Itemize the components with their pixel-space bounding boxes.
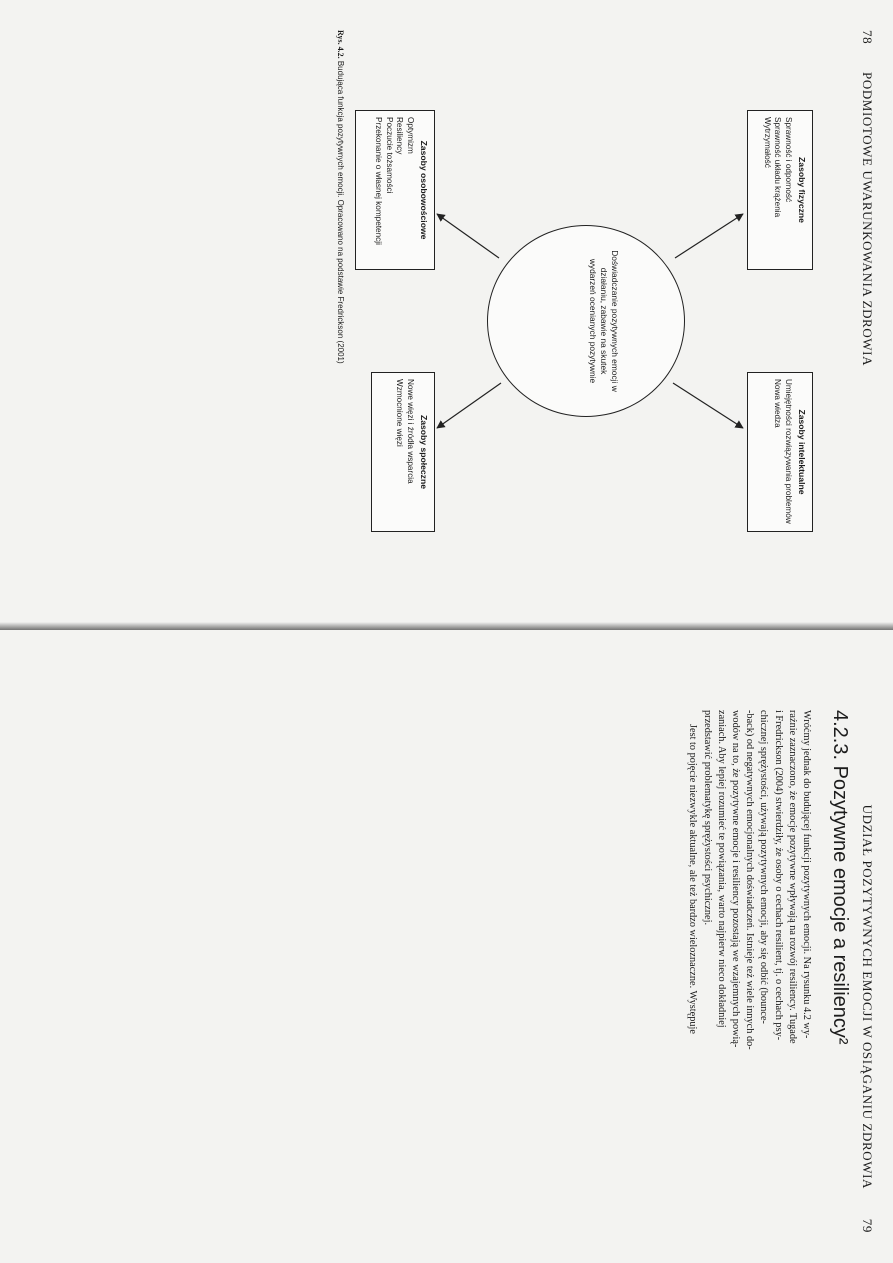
page-78 <box>0 0 893 630</box>
caption-text: Budująca funkcja pozytywnych emocji. Opracowano na podstawie Fredrickson (2001) <box>336 60 345 364</box>
box-item: Umiejętności rozwiązywania problemów <box>783 379 793 524</box>
box-item: Sprawność układu krążenia <box>773 117 783 218</box>
text-line: chicznej sprężystości, używają pozytywnych emocji, aby się odbić (bounce- <box>758 710 770 1024</box>
text-line: Wróćmy jednak do budującej funkcji pozytywnych emocji. Na rysunku 4.2 wy- <box>801 710 812 1039</box>
text-line: wodów na to, że pozytywne emocje i resiliency pozostają we wzajemnych powią- <box>729 710 741 1048</box>
box-item: Optymizm <box>405 117 415 154</box>
center-ellipse <box>487 225 685 417</box>
page-number: 78 <box>860 30 875 45</box>
box-item: Poczucie tożsamości <box>384 117 394 194</box>
arrow-social <box>437 383 501 428</box>
figure-arrows <box>0 0 893 630</box>
body-text <box>685 710 813 1232</box>
box-item: Wytrzymałość <box>762 117 772 168</box>
box-item: Przekonanie o własnej kompetencji <box>373 117 383 245</box>
page-79 <box>0 630 893 1263</box>
box-physical-resources <box>747 110 813 270</box>
box-personality-resources <box>355 110 435 270</box>
box-title: Zasoby społeczne <box>419 414 429 490</box>
page-number: 79 <box>860 1218 875 1233</box>
arrow-personal <box>437 214 499 258</box>
box-item: Wzmocnione więzi <box>395 379 405 447</box>
box-title: Zasoby osobowościowe <box>419 140 429 240</box>
box-item: Resiliency <box>395 117 405 155</box>
text-line: -back) od negatywnych emocjonalnych doświadczeń. Istnieje też wiele innych do- <box>744 710 756 1050</box>
running-head-title: PODMIOTOWE UWARUNKOWANIA ZDROWIA <box>860 72 875 367</box>
caption-label: Rys. 4.2. <box>336 30 345 59</box>
text-line: i Fredrickson (2004) stwierdziły, że osoby o cechach resilient, tj. o cechach psy- <box>772 710 784 1041</box>
box-social-resources <box>371 372 435 532</box>
box-item: Sprawność i odporność <box>783 117 793 203</box>
center-text: Doświadczanie pozytywnych emocji w działaniu, zabawie na skutek wydarzeń ocenianych pozytywnie <box>588 250 620 392</box>
box-intellectual-resources <box>747 372 813 532</box>
section-title: 4.2.3. Pozytywne emocje a resiliency² <box>829 710 851 1045</box>
arrow-physical <box>675 214 743 258</box>
text-line: Jest to pojęcie niezwykle aktualne, ale też bardzo wieloznaczne. Występuje <box>687 724 699 1034</box>
box-item: Nowa wiedza <box>773 379 783 428</box>
arrow-intellectual <box>673 383 743 428</box>
box-title: Zasoby intelektualne <box>797 409 807 495</box>
box-title: Zasoby fizyczne <box>797 157 807 223</box>
text-line: przedstawić problematykę sprężystości psychicznej. <box>701 710 713 926</box>
box-item: Nowe więzi i źródła wsparcia <box>405 379 415 484</box>
figure-caption <box>336 30 345 600</box>
text-line: zaniach. Aby lepiej rozumieć te powiązania, warto najpierw nieco dokładniej <box>715 710 727 1028</box>
text-line: raźnie zaznaczono, że emocje pozytywne wpływają na rozwój resiliency. Tugade <box>786 710 798 1044</box>
running-head-title: UDZIAŁ POZYTYWNYCH EMOCJI W OSIĄGANIU ZDROWIA <box>860 804 875 1189</box>
